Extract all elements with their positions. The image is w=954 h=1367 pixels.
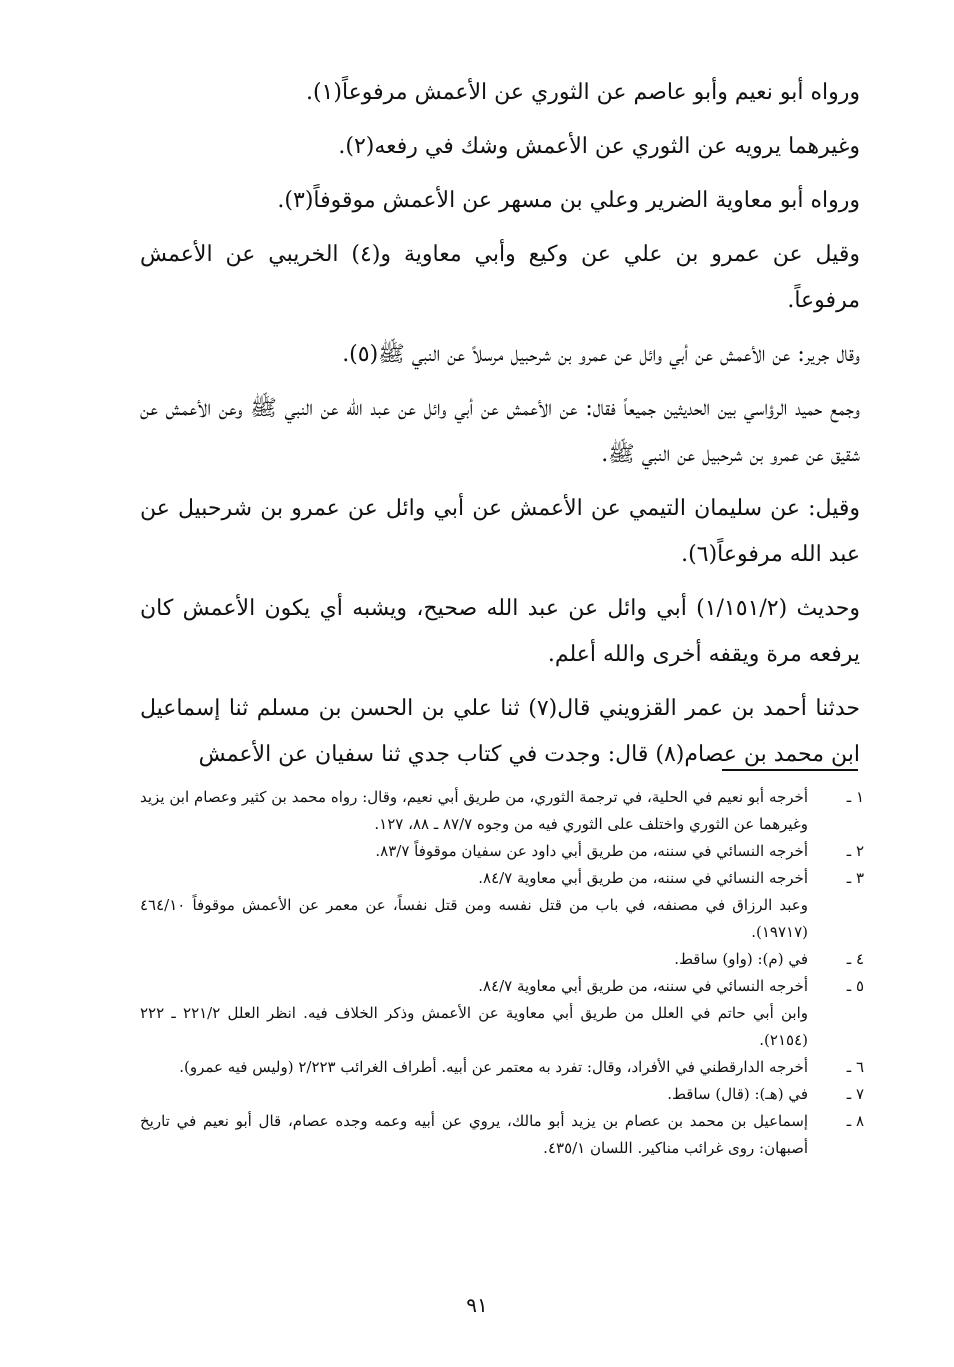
footnote-7 (140, 1081, 864, 1108)
paragraph-9: حدثنا أحمد بن عمر القزويني قال(٧) ثنا علي بن الحسن بن مسلم ثنا إسماعيل ابن محمد بن عصام(٨) قال: وجدت في كتاب جدي ثنا سفيان عن الأعمش (140, 696, 860, 767)
paragraph-8: وحديث (١/١٥١/٢) أبي وائل عن عبد الله صحيح، ويشبه أي يكون الأعمش كان يرفعه مرة ويقفه أخرى والله أعلم. (140, 596, 860, 667)
footnote-divider (722, 769, 858, 771)
footnote-text: وعبد الرزاق في مصنفه، في باب من قتل نفسه ومن قتل نفساً، عن معمر عن الأعمش موقوفاً ٤٦٤/١٠ (١٩٧١٧). (140, 896, 808, 941)
page-number: ٩١ (466, 1293, 488, 1317)
paragraph-7: وقيل: عن سليمان التيمي عن الأعمش عن أبي وائل عن عمرو بن شرحبيل عن عبد الله مرفوعاً(٦). (140, 496, 860, 567)
footnote-text: أخرجه النسائي في سننه، من طريق أبي معاوية ٨٤/٧. (478, 869, 808, 887)
footnote-text: في (هـ): (قال) ساقط. (667, 1085, 808, 1103)
paragraph-6: وجمع حميد الرؤاسي بين الحديثين جميعاً فقال: عن الأعمش عن أبي وائل عن عبد الله عن النبي ﷺ وعن الأعمش عن شقيق عن عمرو بن شرحبيل عن النبي ﷺ. (140, 396, 860, 467)
footnote-text: أخرجه أبو نعيم في الحلية، في ترجمة الثوري، من طريق أبي نعيم، وقال: رواه محمد بن كثير وعصام ابن يزيد وغيرهما عن الثوري واختلف على الثوري فيه من وجوه ٨٧/٧ ـ ٨٨، ١٢٧. (140, 788, 808, 833)
paragraph-1: ورواه أبو نعيم وأبو عاصم عن الثوري عن الأعمش مرفوعاً(١). (305, 80, 860, 105)
footnote-text: أخرجه الدارقطني في الأفراد، وقال: تفرد به معتمر عن أبيه. أطراف الغرائب ٢/٢٢٣ (وليس فيه عمرو). (179, 1058, 808, 1076)
footnote-text: وابن أبي حاتم في العلل من طريق أبي معاوية عن الأعمش وذكر الخلاف فيه. انظر العلل ٢٢١/٢ ـ ٢٢٢ (٢١٥٤). (140, 1004, 808, 1049)
footnotes-section (140, 784, 864, 1162)
footnote-number: ٦ ـ (846, 1058, 864, 1076)
footnote-text: إسماعيل بن محمد بن عصام بن يزيد أبو مالك، يروي عن أبيه وعمه وجده عصام، قال أبو نعيم في تاريخ أصبهان: روى غرائب مناكير. اللسان ٤٣٥/١. (140, 1112, 808, 1157)
paragraph-3: ورواه أبو معاوية الضرير وعلي بن مسهر عن الأعمش موقوفاً(٣). (277, 188, 860, 213)
footnote-5 (140, 973, 864, 1000)
footnote-number (808, 1000, 864, 1054)
paragraph-2: وغيرهما يرويه عن الثوري عن الأعمش وشك في رفعه(٢). (338, 134, 860, 159)
footnote-6 (140, 1054, 864, 1081)
footnote-1 (140, 784, 864, 838)
main-text-body (140, 70, 860, 786)
footnote-text: أخرجه النسائي في سننه، من طريق أبي معاوية ٨٤/٧. (478, 977, 808, 995)
paragraph-4: وقيل عن عمرو بن علي عن وكيع وأبي معاوية و(٤) الخريبي عن الأعمش مرفوعاً. (140, 242, 860, 313)
footnote-text: في (م): (واو) ساقط. (674, 950, 808, 968)
footnote-2 (140, 838, 864, 865)
paragraph-5: وقال جرير: عن الأعمش عن أبي وائل عن عمرو بن شرحبيل مرسلاً عن النبي ﷺ(٥). (342, 342, 860, 367)
footnote-4 (140, 946, 864, 973)
footnote-number: ٤ ـ (846, 950, 864, 968)
footnote-text: أخرجه النسائي في سننه، من طريق أبي داود عن سفيان موقوفاً ٨٣/٧. (375, 842, 808, 860)
footnote-number: ٧ ـ (846, 1085, 864, 1103)
footnote-number: ٥ ـ (846, 977, 864, 995)
footnote-3-continuation (140, 892, 864, 946)
footnote-8 (140, 1108, 864, 1162)
footnote-number: ٢ ـ (846, 842, 864, 860)
footnote-number (808, 892, 864, 946)
footnote-3 (140, 865, 864, 892)
footnote-number: ١ ـ (846, 788, 864, 806)
footnote-number: ٨ ـ (846, 1112, 864, 1130)
footnote-number: ٣ ـ (846, 869, 864, 887)
footnote-5-continuation (140, 1000, 864, 1054)
